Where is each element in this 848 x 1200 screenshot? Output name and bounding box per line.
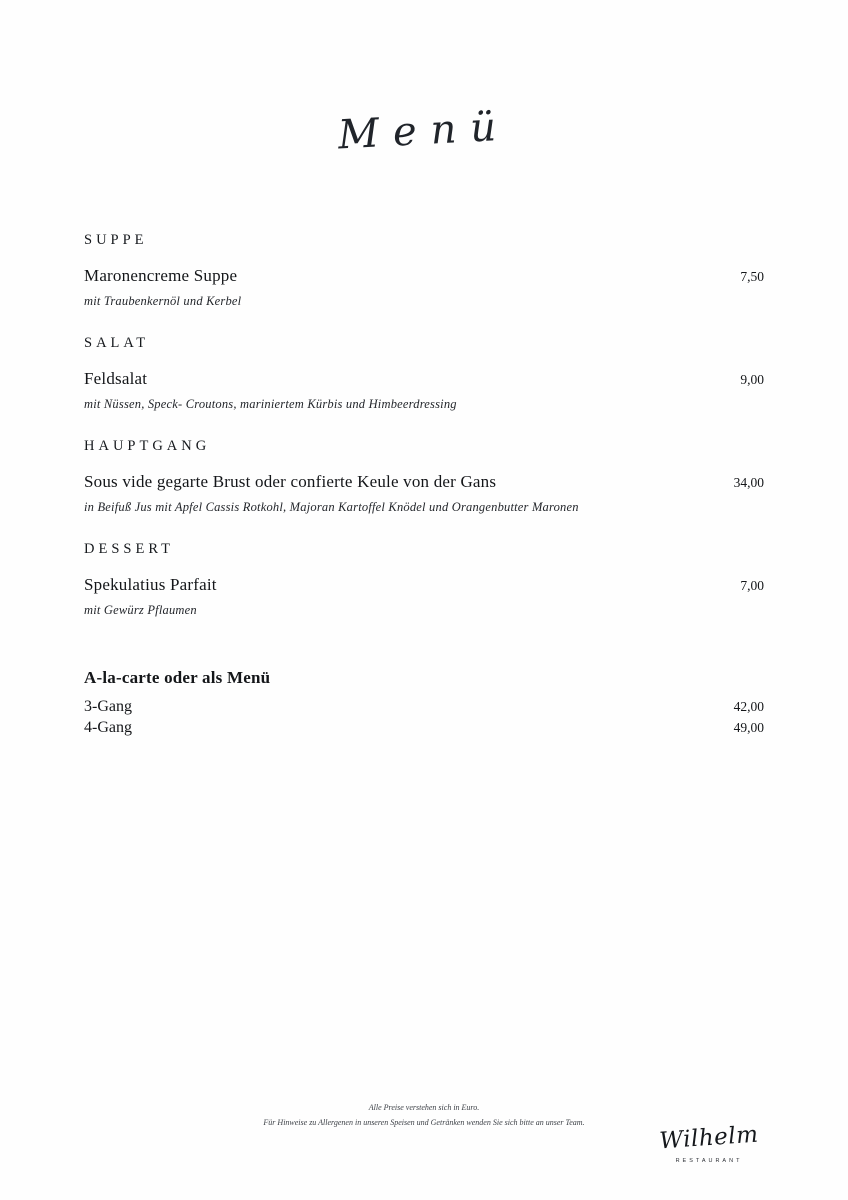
restaurant-logo bbox=[654, 1121, 764, 1164]
dish-description: mit Nüssen, Speck- Croutons, mariniertem Kürbis und Himbeerdressing bbox=[84, 397, 457, 411]
menu-sections bbox=[84, 232, 764, 740]
menu-section-hauptgang bbox=[84, 438, 764, 515]
page-footer bbox=[0, 1096, 848, 1166]
footer-note-prices: Alle Preise verstehen sich in Euro. bbox=[368, 1103, 480, 1112]
section-heading: DESSERT bbox=[84, 541, 174, 557]
section-heading: SALAT bbox=[84, 335, 150, 351]
dish-price: 9,00 bbox=[740, 372, 764, 387]
footer-note-allergens: Für Hinweise zu Allergenen in unseren Speisen und Getränken wenden Sie sich bitte an unser Team. bbox=[263, 1118, 585, 1128]
menu-section-suppe bbox=[84, 232, 764, 309]
menu-section-dessert bbox=[84, 541, 764, 618]
dish-description: mit Gewürz Pflaumen bbox=[84, 603, 197, 617]
brand-wordmark: Wilhelm bbox=[658, 1121, 760, 1155]
dish-description: mit Traubenkernöl und Kerbel bbox=[84, 294, 242, 308]
section-heading: SUPPE bbox=[84, 232, 148, 248]
brand-subtitle: RESTAURANT bbox=[675, 1158, 743, 1164]
page-title: Menü bbox=[336, 103, 512, 159]
dish-name: Sous vide gegarte Brust oder confierte Keule von der Gans bbox=[84, 472, 497, 491]
section-heading: HAUPTGANG bbox=[84, 438, 211, 454]
menu-section-salat bbox=[84, 335, 764, 412]
dish-name: Spekulatius Parfait bbox=[84, 575, 217, 594]
offer-row-3-gang bbox=[84, 698, 764, 716]
dish-price: 34,00 bbox=[733, 475, 764, 490]
offer-price: 49,00 bbox=[733, 720, 764, 735]
menu-item bbox=[84, 266, 764, 286]
menu-item bbox=[84, 575, 764, 595]
dish-price: 7,00 bbox=[740, 578, 764, 593]
dish-price: 7,50 bbox=[740, 269, 764, 284]
menu-offer bbox=[84, 668, 764, 737]
offer-title: A-la-carte oder als Menü bbox=[84, 668, 271, 687]
menu-item bbox=[84, 369, 764, 389]
offer-row-4-gang bbox=[84, 719, 764, 737]
dish-name: Feldsalat bbox=[84, 369, 148, 388]
dish-description: in Beifuß Jus mit Apfel Cassis Rotkohl, Majoran Kartoffel Knödel und Orangenbutter Maronen bbox=[84, 500, 579, 514]
dish-name: Maronencreme Suppe bbox=[84, 266, 238, 285]
offer-label: 3-Gang bbox=[84, 698, 132, 715]
menu-item bbox=[84, 472, 764, 492]
offer-price: 42,00 bbox=[733, 699, 764, 714]
offer-label: 4-Gang bbox=[84, 719, 132, 736]
